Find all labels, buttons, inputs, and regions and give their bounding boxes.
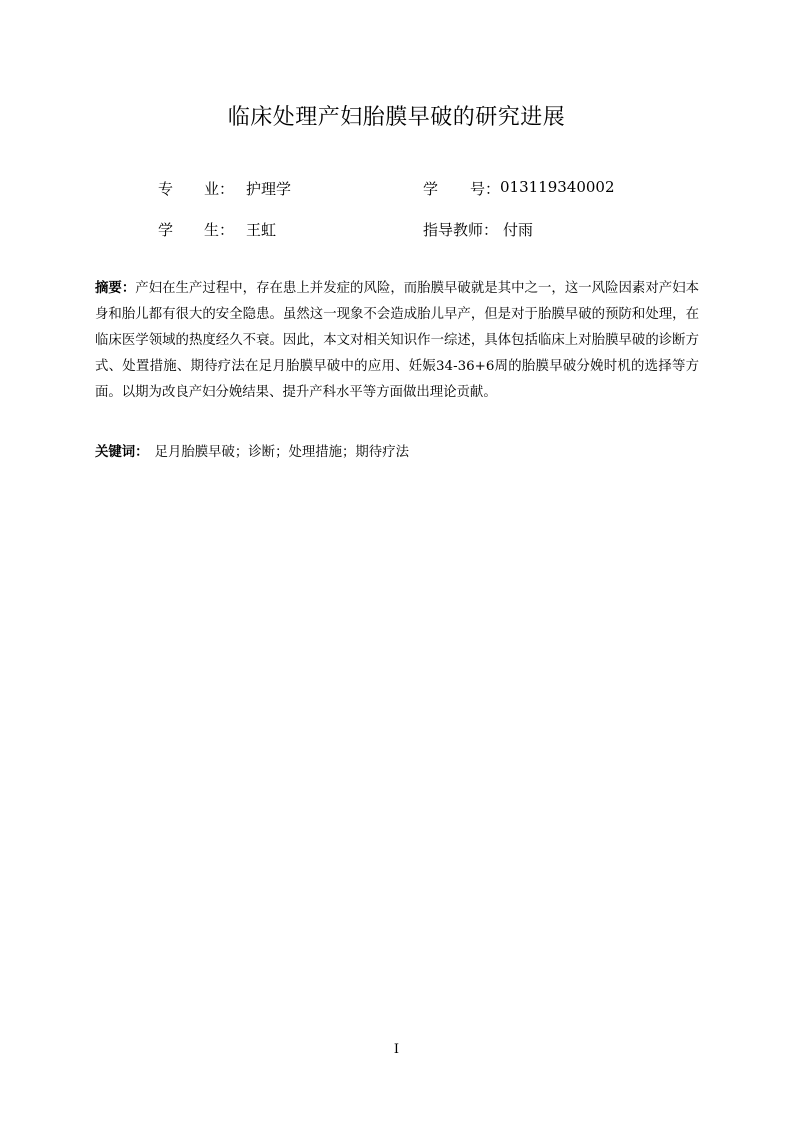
id-label-1: 学: [423, 180, 439, 198]
major-label-2: 业：: [204, 180, 235, 198]
abstract-label: 摘要：: [95, 281, 136, 296]
student-label-2: 生：: [204, 221, 235, 239]
advisor-value: 付雨: [503, 221, 534, 239]
student-label-1: 学: [158, 221, 174, 239]
paper-title: 临床处理产妇胎膜早破的研究进展: [227, 105, 566, 130]
meta-row-student: [0, 219, 793, 243]
id-label-2: 号：: [470, 180, 501, 198]
id-value: 013119340002: [500, 178, 615, 196]
advisor-label: 指导教师：: [423, 221, 499, 239]
abstract: [95, 276, 699, 406]
keywords-text: 足月胎膜早破；诊断；处理措施；期待疗法: [154, 445, 409, 460]
keywords-label: 关键词：: [95, 445, 149, 460]
student-value: 王虹: [246, 221, 277, 239]
major-value: 护理学: [246, 180, 292, 198]
major-label-1: 专: [158, 180, 174, 198]
abstract-text: 产妇在生产过程中，存在患上并发症的风险，而胎膜早破就是其中之一，这一风险因素对产妇本身和胎儿都有很大的安全隐患。虽然这一现象不会造成胎儿早产，但是对于胎膜早破的预防和处理，在临床医学领域的热度经久不衰。因此，本文对相关知识作一综述，具体包括临床上对胎膜早破的诊断方式、处置措施、期待疗法在足月胎膜早破中的应用、妊娠34-36+6周的胎膜早破分娩时机的选择等方面。以期为改良产妇分娩结果、提升产科水平等方面做出理论贡献。: [95, 281, 700, 400]
keywords: [95, 440, 699, 466]
page-number: I: [393, 1042, 400, 1057]
meta-row-major: [0, 178, 793, 202]
